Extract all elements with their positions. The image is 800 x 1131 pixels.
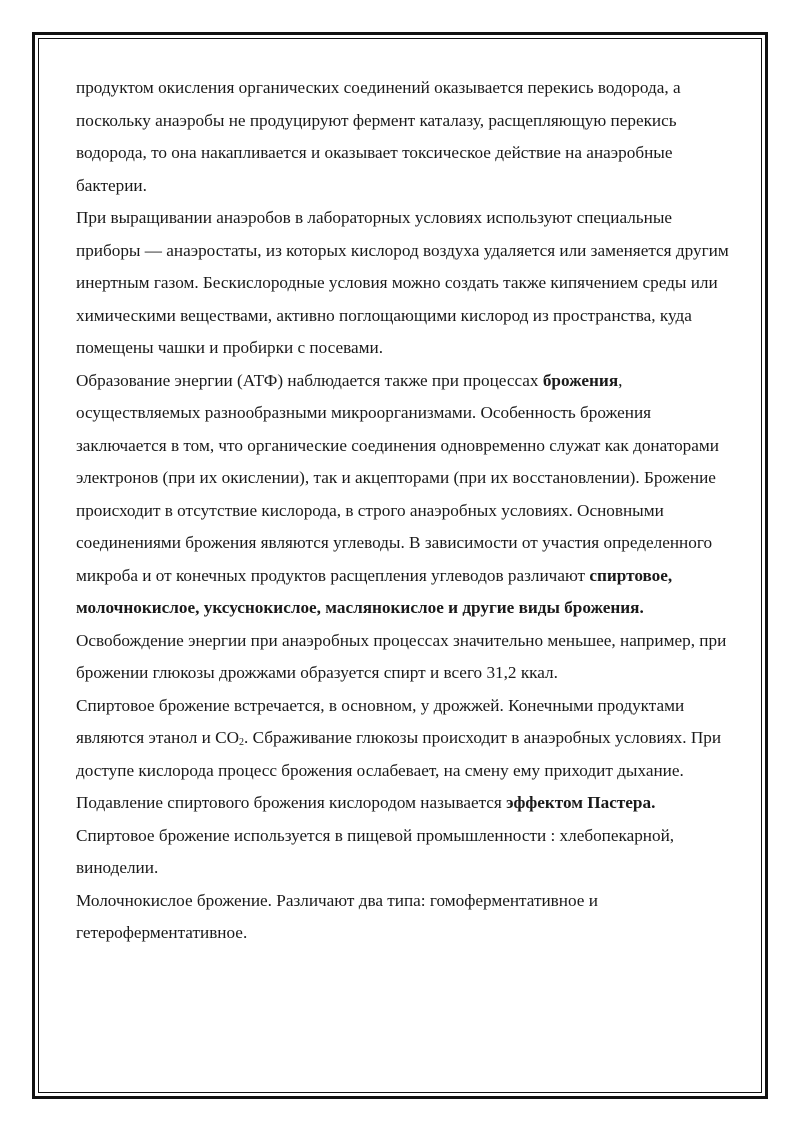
term-fermentation-types: спиртовое, молочнокислое, уксуснокислое, маслянокислое и другие виды брожения. — [76, 565, 673, 617]
paragraph-alcoholic-text-1: Спиртовое брожение встречается, в основном, у дрожжей. Конечными продуктами являются этанол и CO — [76, 695, 685, 747]
paragraph-energy-release — [76, 625, 736, 690]
co2-subscript: 2 — [238, 737, 244, 748]
paragraph-lactic-fermentation — [76, 885, 736, 950]
paragraph-energy-release-text: Освобождение энергии при анаэробных процессах значительно меньшее, например, при брожении глюкозы дрожжами образуется спирт и всего 31,2 ккал. — [76, 630, 727, 682]
paragraph-anaerostats — [76, 202, 736, 365]
paragraph-peroxide — [76, 72, 736, 202]
paragraph-alcoholic-text-2: . Сбраживание глюкозы происходит в анаэробных условиях. При доступе кислорода процесс брожения ослабевает, на смену ему приходит дыхание. Подавление спиртового брожения кислородом называется — [76, 728, 722, 812]
paragraph-anaerostats-text: При выращивании анаэробов в лабораторных условиях используют специальные приборы — анаэростаты, из которых кислород воздуха удаляется или заменяется другим инертным газом. Бескислородные условия можно создать также кипячением среды или химическими веществами, активно поглощающими кислород из пространства, куда помещены чашки и пробирки с посевами. — [76, 208, 729, 357]
term-pasteur-effect: эффектом Пастера. — [506, 793, 656, 812]
paragraph-alcoholic-text-3: Спиртовое брожение используется в пищевой промышленности : хлебопекарной, виноделии. — [76, 825, 675, 877]
term-fermentation: брожения — [542, 370, 619, 390]
paragraph-alcoholic-fermentation — [76, 690, 736, 885]
paragraph-peroxide-text: продуктом окисления органических соединений оказывается перекись водорода, а поскольку анаэробы не продуцируют фермент каталазу, расщепляющую перекись водорода, то она накапливается и оказывает токсическое действие на анаэробные бактерии. — [76, 78, 681, 195]
paragraph-fermentation — [76, 365, 736, 625]
paragraph-fermentation-text-2: , осуществляемых разнообразными микроорганизмами. Особенность брожения заключается в том, что органические соединения одновременно служат как донаторами электронов (при их окислении), так и акцепторами (при их восстановлении). Брожение происходит в отсутствие кислорода, в строго анаэробных условиях. Основными соединениями брожения являются углеводы. В зависимости от участия определенного микроба и от конечных продуктов расщепления углеводов различают — [76, 370, 719, 585]
document-body — [76, 72, 736, 950]
paragraph-fermentation-text-1: Образование энергии (АТФ) наблюдается также при процессах — [76, 370, 543, 390]
paragraph-lactic-text: Молочнокислое брожение. Различают два типа: гомоферментативное и гетероферментативное. — [76, 890, 598, 942]
